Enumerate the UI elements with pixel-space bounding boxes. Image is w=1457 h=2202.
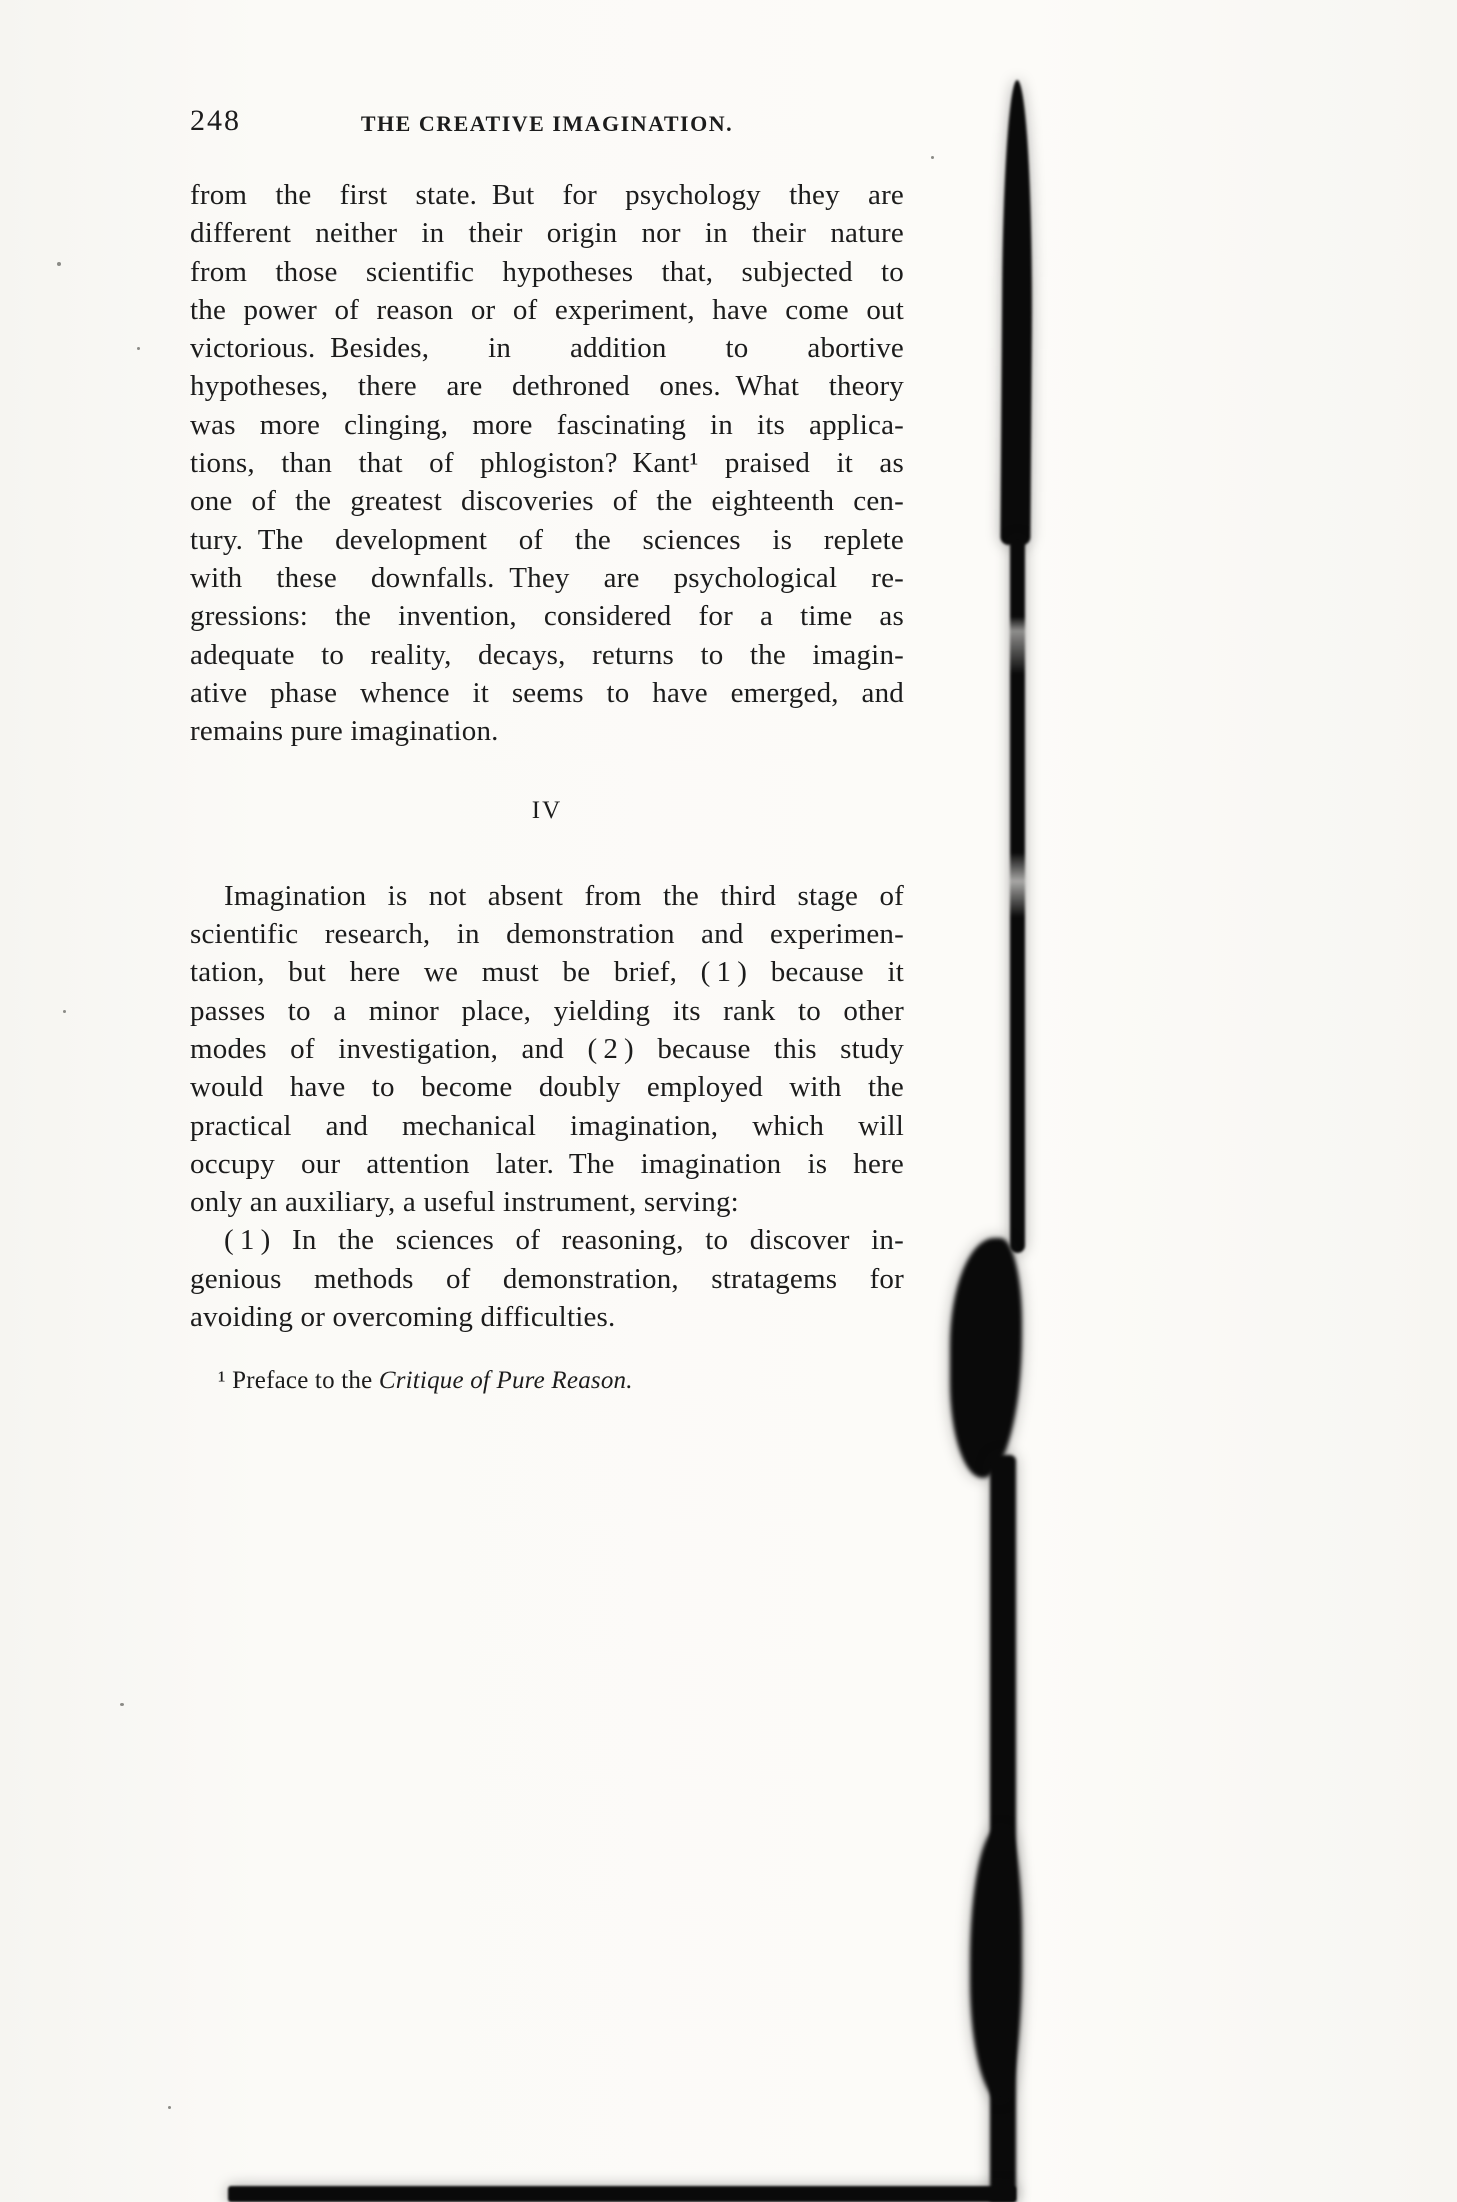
text-line: genious methods of demonstration, stratagems for [190, 1262, 904, 1295]
text-line: tury. The development of the sciences is replete [190, 523, 904, 556]
text-line: tions, than that of phlogiston? Kant¹ praised it as [190, 447, 904, 480]
text-line: modes of investigation, and ( 2 ) because this study [190, 1032, 904, 1065]
text-line: scientific research, in demonstration and experimen- [190, 918, 904, 951]
text-line: different neither in their origin nor in their nature [190, 217, 904, 250]
footnote [190, 1364, 904, 1398]
text-line: Imagination is not absent from the third stage of [224, 879, 904, 912]
scan-artifact-right-bulge-low [970, 1830, 1022, 2100]
text-block [190, 176, 904, 1398]
section-heading: IV [531, 797, 563, 825]
scan-artifact-right-strip-top [1000, 80, 1033, 545]
text-line: victorious. Besides, in addition to abortive [190, 332, 904, 365]
scan-artifact-right-blob [950, 1238, 1022, 1478]
text-line: ( 1 ) In the sciences of reasoning, to discover in- [224, 1224, 904, 1257]
text-line: gressions: the invention, considered for a time as [190, 600, 904, 633]
footnote-book-title: Critique of Pure Reason. [378, 1367, 633, 1395]
scan-speck [931, 156, 934, 159]
text-line: ative phase whence it seems to have emerged, and [190, 676, 904, 709]
paragraph-1 [190, 176, 904, 750]
text-line: adequate to reality, decays, returns to the imagin- [190, 638, 904, 671]
text-line: with these downfalls. They are psychological re- [190, 561, 904, 594]
text-line: remains pure imagination. [190, 715, 499, 748]
scan-speck [168, 2106, 171, 2109]
page-header [190, 104, 904, 144]
text-line: hypotheses, there are dethroned ones. What theory [190, 370, 904, 403]
text-line: occupy our attention later. The imagination is here [190, 1147, 904, 1180]
scan-speck [137, 347, 140, 350]
scan-speck [63, 1010, 66, 1013]
scan-speck [120, 1703, 124, 1706]
text-line: tation, but here we must be brief, ( 1 ) because it [190, 956, 904, 989]
scan-speck [57, 262, 61, 266]
running-header: THE CREATIVE IMAGINATION. [360, 111, 734, 136]
footnote-text: ¹ Preface to the [218, 1367, 379, 1395]
paragraph-3 [190, 1221, 904, 1336]
text-line: from those scientific hypotheses that, subjected to [190, 255, 904, 288]
text-line: passes to a minor place, yielding its rank to other [190, 994, 904, 1027]
text-line: from the first state. But for psychology they are [190, 179, 904, 211]
scan-artifact-right-strip-mid [1010, 538, 1025, 1253]
text-line: avoiding or overcoming difficulties. [190, 1301, 616, 1334]
scan-artifact-bottom-bar [228, 2186, 1016, 2202]
paragraph-2 [190, 877, 904, 1222]
text-line: was more clinging, more fascinating in its applica- [190, 408, 904, 441]
text-line: one of the greatest discoveries of the eighteenth cen- [190, 485, 904, 518]
page-number: 248 [190, 104, 241, 137]
text-line: the power of reason or of experiment, have come out [190, 293, 904, 326]
text-line: only an auxiliary, a useful instrument, serving: [190, 1186, 739, 1219]
text-line: practical and mechanical imagination, which will [190, 1109, 904, 1142]
text-line: would have to become doubly employed with the [190, 1071, 904, 1104]
